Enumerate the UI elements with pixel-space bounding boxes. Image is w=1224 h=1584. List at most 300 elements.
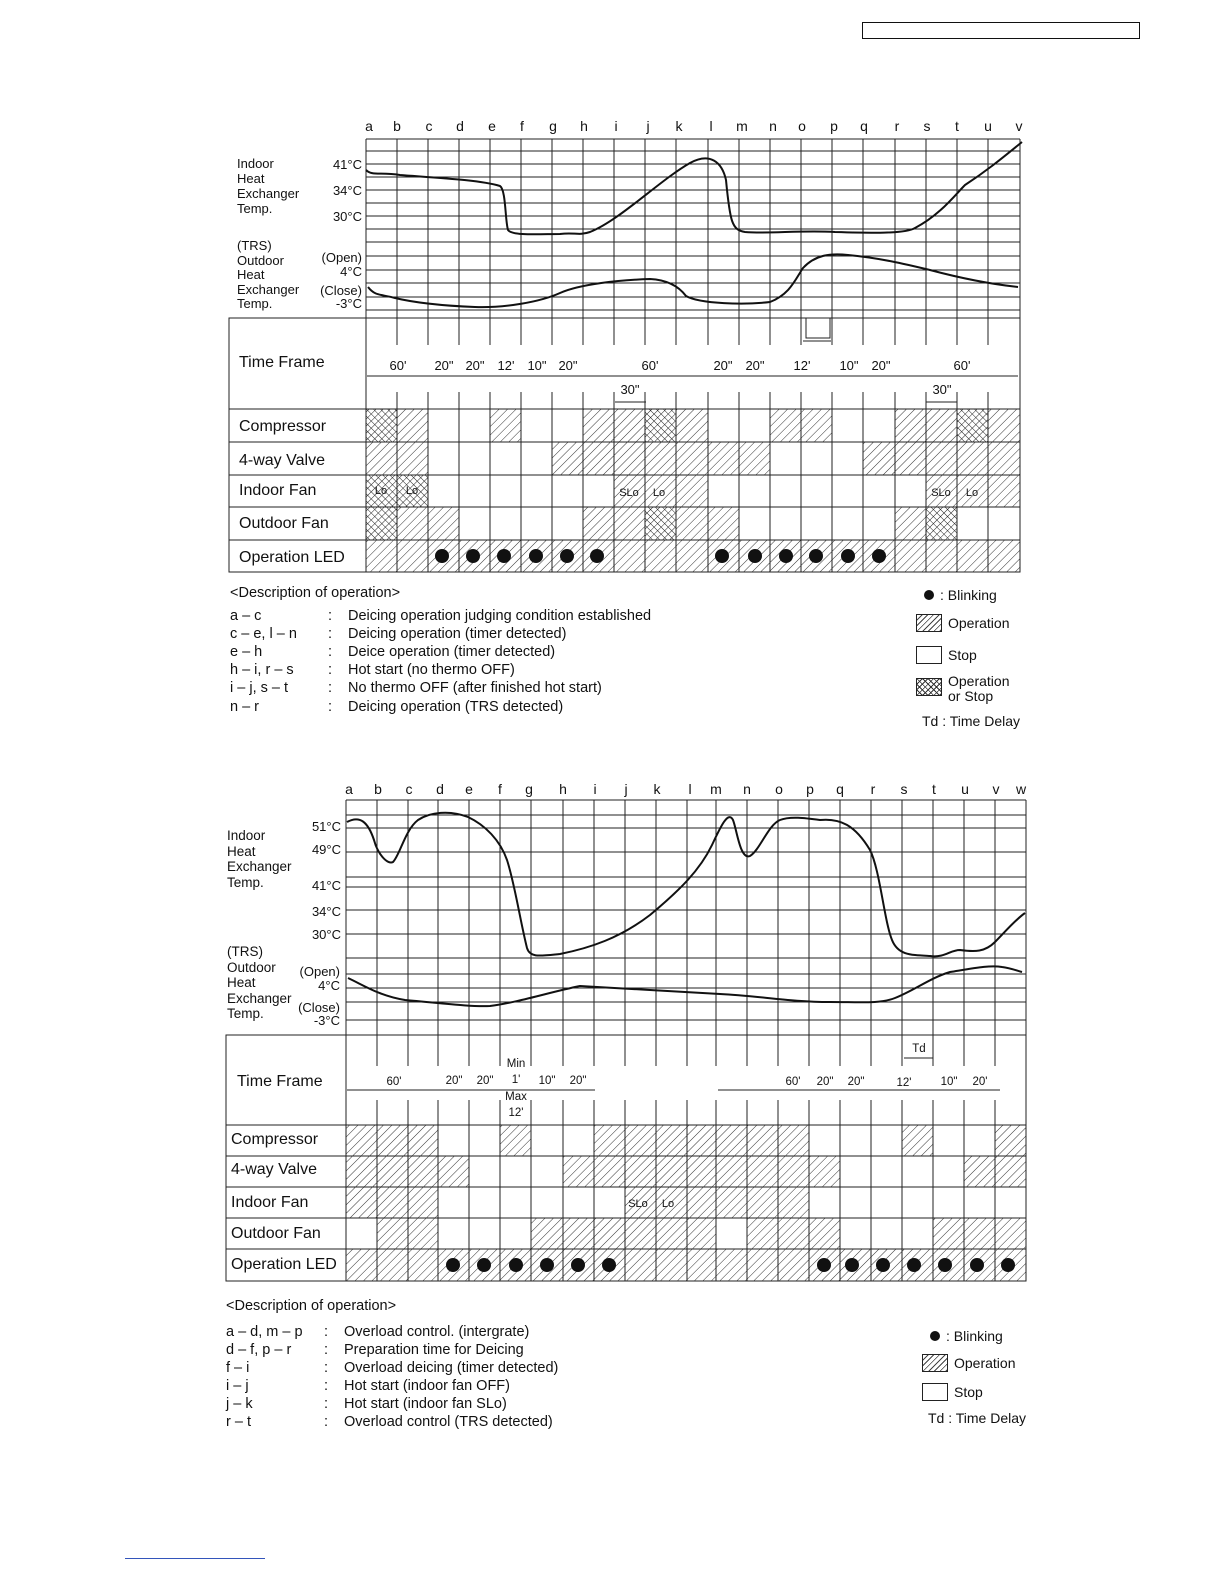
d1-row-operation-led: Operation LED bbox=[239, 549, 345, 566]
svg-text:20": 20" bbox=[847, 1076, 865, 1088]
d2-col: k bbox=[653, 781, 661, 797]
d1-col: q bbox=[860, 118, 868, 134]
svg-text:Indoor: Indoor bbox=[237, 156, 274, 171]
d1-desc-range: h – i, r – s bbox=[230, 662, 294, 678]
d1-cell bbox=[708, 507, 739, 540]
d2-col: l bbox=[688, 781, 692, 797]
svg-text:Outdoor: Outdoor bbox=[227, 960, 276, 975]
svg-text:34°C: 34°C bbox=[332, 183, 362, 198]
d1-col: n bbox=[769, 118, 777, 134]
d2-col: w bbox=[1015, 781, 1027, 797]
d1-col: r bbox=[894, 118, 900, 134]
d2-cell bbox=[687, 1187, 716, 1218]
d1-desc-text: No thermo OFF (after finished hot start) bbox=[348, 680, 602, 696]
svg-text:12': 12' bbox=[793, 358, 811, 373]
d2-desc-range: a – d, m – p bbox=[226, 1324, 303, 1340]
d2-outdoor-curve bbox=[348, 966, 1022, 1006]
d1-cell bbox=[895, 540, 926, 572]
d1-legend-td: Td : Time Delay bbox=[922, 713, 1021, 729]
d1-row-labels bbox=[239, 354, 345, 566]
d1-col: p bbox=[830, 118, 838, 134]
d2-led-blink-dot bbox=[1001, 1258, 1015, 1272]
d1-cell bbox=[397, 540, 428, 572]
d2-row-labels bbox=[231, 1073, 337, 1273]
d1-cell bbox=[645, 442, 676, 475]
svg-text:41°C: 41°C bbox=[332, 157, 362, 172]
d2-led-blink-dot bbox=[477, 1258, 491, 1272]
d1-desc-range: i – j, s – t bbox=[230, 680, 289, 696]
svg-text:(Close): (Close) bbox=[298, 1000, 340, 1015]
d1-cell bbox=[926, 540, 957, 572]
d2-cell bbox=[747, 1156, 778, 1187]
svg-text:20": 20" bbox=[476, 1075, 494, 1087]
d1-led-blink-dot bbox=[466, 549, 480, 563]
d1-col: g bbox=[549, 118, 557, 134]
d2-col: e bbox=[465, 781, 473, 797]
d1-desc-text: Deicing operation (TRS detected) bbox=[348, 699, 564, 715]
d2-row-time-frame: Time Frame bbox=[237, 1073, 323, 1090]
svg-text:-3°C: -3°C bbox=[313, 1013, 340, 1028]
d1-desc-range: n – r bbox=[230, 699, 260, 715]
d1-row-time-frame: Time Frame bbox=[239, 354, 325, 371]
d2-desc-range: f – i bbox=[226, 1360, 250, 1376]
d1-cell bbox=[614, 409, 645, 442]
d2-desc-range: d – f, p – r bbox=[226, 1342, 292, 1358]
d1-cell bbox=[583, 507, 614, 540]
d1-cell bbox=[895, 409, 926, 442]
svg-text:1': 1' bbox=[511, 1074, 521, 1086]
d1-col: v bbox=[1015, 118, 1023, 134]
svg-text:Exchanger: Exchanger bbox=[227, 991, 292, 1006]
d1-col: l bbox=[709, 118, 713, 134]
d2-cell bbox=[747, 1187, 778, 1218]
svg-text:Lo: Lo bbox=[661, 1198, 675, 1210]
d1-outdoor-curve bbox=[368, 254, 1018, 307]
svg-text:Lo: Lo bbox=[405, 485, 419, 497]
d1-row-4way-valve: 4-way Valve bbox=[239, 452, 325, 469]
d1-legend: : Blinking Operation Stop Operation or Stop Td : Time Delay bbox=[920, 585, 1060, 735]
d2-desc-title: <Description of operation> bbox=[226, 1298, 397, 1314]
d1-description: <Description of operation> a – c : Deicing operation judging condition established c – e, l – n : Deicing operation (timer detected) e – h : Deice operation (timer detected) h – i, r – s : Hot start (no thermo OFF) i – j, s – t : No thermo OFF (after finished hot start) n – r : Deicing operation (TRS detected) bbox=[230, 585, 652, 715]
svg-text:60': 60' bbox=[641, 358, 659, 373]
d2-cell bbox=[747, 1125, 778, 1156]
d1-col: a bbox=[365, 118, 373, 134]
d1-time-labels bbox=[390, 321, 971, 397]
d1-cell bbox=[739, 442, 770, 475]
d1-cell bbox=[614, 442, 645, 475]
d2-desc-range: i – j bbox=[226, 1378, 249, 1394]
d1-outdoor-temps bbox=[320, 250, 362, 311]
d1-cell bbox=[397, 507, 428, 540]
d2-cell bbox=[778, 1125, 809, 1156]
stop-swatch-icon bbox=[916, 646, 942, 664]
svg-text:20": 20" bbox=[465, 358, 485, 373]
d2-column-letters bbox=[345, 781, 1027, 797]
d2-cell bbox=[377, 1156, 408, 1187]
svg-text:30°C: 30°C bbox=[332, 209, 362, 224]
d1-cell bbox=[366, 442, 397, 475]
d1-cell bbox=[676, 507, 708, 540]
d2-row-operation-led: Operation LED bbox=[231, 1256, 337, 1273]
d2-cell bbox=[625, 1218, 656, 1249]
d1-cell bbox=[366, 540, 397, 572]
d2-legend: : Blinking Operation Stop Td : Time Delay bbox=[928, 1326, 1068, 1436]
d2-desc-text: Overload control (TRS detected) bbox=[344, 1414, 553, 1430]
op-or-stop-swatch-icon bbox=[916, 678, 942, 696]
svg-text:Exchanger: Exchanger bbox=[237, 186, 300, 201]
d1-cell bbox=[957, 409, 988, 442]
svg-text:20": 20" bbox=[713, 358, 733, 373]
diagram2-svg bbox=[0, 770, 1224, 1300]
d2-led-blink-dot bbox=[446, 1258, 460, 1272]
d2-col: a bbox=[345, 781, 353, 797]
d2-led-blink-dot bbox=[602, 1258, 616, 1272]
d1-led-blink-dot bbox=[809, 549, 823, 563]
d2-col: j bbox=[624, 781, 628, 797]
d1-col: i bbox=[614, 118, 618, 134]
d2-cell bbox=[778, 1218, 809, 1249]
svg-text:41°C: 41°C bbox=[311, 878, 341, 893]
operation-swatch-icon bbox=[922, 1354, 948, 1372]
svg-text:4°C: 4°C bbox=[318, 978, 340, 993]
d1-col: c bbox=[425, 118, 433, 134]
svg-text:10": 10" bbox=[839, 358, 859, 373]
d2-cell bbox=[377, 1187, 408, 1218]
d2-col: m bbox=[710, 781, 722, 797]
d2-col: r bbox=[870, 781, 876, 797]
d1-cell bbox=[397, 409, 428, 442]
d1-cell bbox=[366, 409, 397, 442]
svg-text:20": 20" bbox=[569, 1075, 587, 1087]
svg-text:Outdoor: Outdoor bbox=[237, 253, 284, 268]
d2-col: i bbox=[593, 781, 597, 797]
d2-led-blink-dot bbox=[938, 1258, 952, 1272]
d2-indoor-label bbox=[227, 828, 292, 890]
d2-led-blink-dot bbox=[876, 1258, 890, 1272]
d2-cell bbox=[625, 1156, 656, 1187]
d1-cell bbox=[770, 409, 801, 442]
d2-cell bbox=[346, 1125, 377, 1156]
svg-text:12': 12' bbox=[508, 1107, 524, 1119]
d1-cell bbox=[366, 507, 397, 540]
d2-cell bbox=[531, 1218, 563, 1249]
d2-col: d bbox=[436, 781, 444, 797]
d2-cell bbox=[408, 1249, 438, 1281]
d1-led-blink-dot bbox=[779, 549, 793, 563]
d2-col: v bbox=[992, 781, 1000, 797]
svg-text:20": 20" bbox=[745, 358, 765, 373]
d2-cell bbox=[594, 1156, 625, 1187]
d1-cell bbox=[676, 475, 708, 507]
d1-col: u bbox=[984, 118, 992, 134]
svg-text:(Close): (Close) bbox=[320, 283, 362, 298]
d2-description: <Description of operation> a – d, m – p : Overload control. (intergrate) d – f, p – r : Preparation time for Deicing f – i : Overload deicing (timer detected) i – j : Hot start (indoor fan OFF) j – k : Hot start (indoor fan SLo) r – t : Overload control (TRS detected) bbox=[226, 1298, 559, 1430]
d1-col: j bbox=[646, 118, 650, 134]
svg-text:10": 10" bbox=[527, 358, 547, 373]
d1-cell bbox=[988, 409, 1020, 442]
d1-led-blink-dot bbox=[560, 549, 574, 563]
d2-cell bbox=[377, 1218, 408, 1249]
d2-col: n bbox=[743, 781, 751, 797]
svg-text:4°C: 4°C bbox=[340, 264, 362, 279]
d2-desc-text: Overload control. (intergrate) bbox=[344, 1324, 530, 1340]
d1-cell bbox=[926, 409, 957, 442]
svg-text:10": 10" bbox=[538, 1075, 556, 1087]
d2-col: o bbox=[775, 781, 783, 797]
d2-cell bbox=[716, 1187, 747, 1218]
d2-cell bbox=[656, 1249, 687, 1281]
d2-cell bbox=[747, 1218, 778, 1249]
d1-outdoor-label bbox=[237, 238, 300, 311]
d2-cell bbox=[778, 1156, 809, 1187]
svg-text:60': 60' bbox=[953, 358, 971, 373]
svg-text:Max: Max bbox=[505, 1091, 527, 1103]
d1-cell bbox=[490, 409, 521, 442]
svg-text:60': 60' bbox=[386, 1076, 402, 1088]
d2-led-blink-dot bbox=[845, 1258, 859, 1272]
d1-col: e bbox=[488, 118, 496, 134]
d1-col: d bbox=[456, 118, 464, 134]
d1-indoor-temps bbox=[333, 157, 362, 224]
d2-cell bbox=[687, 1156, 716, 1187]
d2-cell bbox=[408, 1218, 438, 1249]
d1-desc-range: a – c bbox=[230, 608, 262, 624]
d2-cell bbox=[964, 1218, 995, 1249]
d2-row-indoor-fan: Indoor Fan bbox=[231, 1194, 309, 1211]
d2-cell bbox=[594, 1218, 625, 1249]
svg-text:12': 12' bbox=[497, 358, 515, 373]
svg-text:20': 20' bbox=[972, 1076, 988, 1088]
d1-cell bbox=[863, 442, 895, 475]
footer-line bbox=[125, 1558, 265, 1559]
d1-cell bbox=[801, 409, 832, 442]
d2-cell bbox=[408, 1187, 438, 1218]
svg-text:30": 30" bbox=[932, 382, 952, 397]
svg-text:Temp.: Temp. bbox=[237, 296, 273, 311]
svg-text:Temp.: Temp. bbox=[237, 201, 273, 216]
d2-col: c bbox=[405, 781, 413, 797]
d2-cell bbox=[687, 1125, 716, 1156]
d1-cell bbox=[645, 540, 676, 572]
d1-cell bbox=[614, 507, 645, 540]
svg-text:(TRS): (TRS) bbox=[237, 238, 272, 253]
d2-cell bbox=[716, 1156, 747, 1187]
d2-indoor-curve bbox=[347, 813, 1025, 957]
d2-graph-grid bbox=[346, 800, 1026, 1035]
d1-cell bbox=[895, 507, 926, 540]
svg-text:30°C: 30°C bbox=[311, 927, 341, 942]
svg-text:51°C: 51°C bbox=[311, 819, 341, 834]
d1-indoor-curve bbox=[366, 142, 1022, 234]
svg-text:20": 20" bbox=[434, 358, 454, 373]
d1-cell bbox=[988, 540, 1020, 572]
svg-text:60': 60' bbox=[389, 358, 407, 373]
d1-graph-grid bbox=[366, 139, 1020, 318]
svg-text:30": 30" bbox=[620, 382, 640, 397]
d2-cell bbox=[933, 1218, 964, 1249]
d1-cell bbox=[583, 442, 614, 475]
d2-cell bbox=[594, 1125, 625, 1156]
d2-led-blink-dot bbox=[540, 1258, 554, 1272]
d1-desc-range: e – h bbox=[230, 644, 263, 660]
d2-cell bbox=[687, 1249, 716, 1281]
svg-text:34°C: 34°C bbox=[311, 904, 341, 919]
svg-text:Lo: Lo bbox=[374, 485, 388, 497]
d1-col: f bbox=[520, 118, 524, 134]
d2-cell bbox=[656, 1218, 687, 1249]
d1-desc-text: Deicing operation (timer detected) bbox=[348, 626, 567, 642]
svg-text:Temp.: Temp. bbox=[227, 875, 264, 890]
svg-text:Temp.: Temp. bbox=[227, 1006, 264, 1021]
d1-cell bbox=[957, 442, 988, 475]
d1-led-blink-dot bbox=[497, 549, 511, 563]
d2-legend-td: Td : Time Delay bbox=[928, 1410, 1027, 1426]
d2-led-blink-dot bbox=[970, 1258, 984, 1272]
d2-table-cells bbox=[346, 1125, 1026, 1281]
d2-cell bbox=[716, 1125, 747, 1156]
d2-cell bbox=[747, 1249, 778, 1281]
d2-col: g bbox=[525, 781, 533, 797]
d1-cell bbox=[676, 442, 708, 475]
d2-cell bbox=[625, 1249, 656, 1281]
d2-cell bbox=[377, 1125, 408, 1156]
d2-cell bbox=[902, 1125, 933, 1156]
svg-text:10": 10" bbox=[940, 1076, 958, 1088]
svg-text:20": 20" bbox=[445, 1075, 463, 1087]
svg-text:Lo: Lo bbox=[652, 487, 666, 499]
d2-desc-text: Hot start (indoor fan OFF) bbox=[344, 1378, 510, 1394]
svg-text:Heat: Heat bbox=[237, 171, 265, 186]
d1-led-blink-dot bbox=[872, 549, 886, 563]
d1-desc-text: Deice operation (timer detected) bbox=[348, 644, 556, 660]
d2-cell bbox=[563, 1218, 594, 1249]
d1-led-blink-dot bbox=[435, 549, 449, 563]
d1-cell bbox=[645, 409, 676, 442]
d2-cell bbox=[346, 1249, 377, 1281]
d2-cell bbox=[408, 1125, 438, 1156]
d1-column-letters bbox=[365, 118, 1022, 134]
svg-text:SLo: SLo bbox=[628, 1198, 648, 1210]
d1-led-blink-dot bbox=[590, 549, 604, 563]
d1-led-blink-dot bbox=[841, 549, 855, 563]
d1-desc-text: Hot start (no thermo OFF) bbox=[348, 662, 515, 678]
svg-text:Heat: Heat bbox=[237, 267, 265, 282]
svg-text:12': 12' bbox=[896, 1077, 912, 1089]
d1-cell bbox=[397, 442, 428, 475]
d2-row-outdoor-fan: Outdoor Fan bbox=[231, 1225, 321, 1242]
d1-row-outdoor-fan: Outdoor Fan bbox=[239, 515, 329, 532]
d1-led-blink-dot bbox=[748, 549, 762, 563]
d2-cell bbox=[995, 1156, 1026, 1187]
d1-cell bbox=[926, 442, 957, 475]
d2-cell bbox=[346, 1156, 377, 1187]
d2-cell bbox=[438, 1156, 469, 1187]
d2-cell bbox=[625, 1125, 656, 1156]
d2-outdoor-label bbox=[227, 944, 292, 1021]
d2-cell bbox=[563, 1156, 594, 1187]
d2-col: q bbox=[836, 781, 844, 797]
d1-led-blink-dot bbox=[715, 549, 729, 563]
svg-text:Exchanger: Exchanger bbox=[237, 282, 300, 297]
svg-text:-3°C: -3°C bbox=[335, 296, 362, 311]
operation-swatch-icon bbox=[916, 614, 942, 632]
d1-cell bbox=[988, 442, 1020, 475]
d2-col: s bbox=[900, 781, 908, 797]
d2-led-blink-dot bbox=[817, 1258, 831, 1272]
d1-col: s bbox=[923, 118, 931, 134]
d2-cell bbox=[995, 1125, 1026, 1156]
svg-text:Heat: Heat bbox=[227, 844, 256, 859]
d1-desc-range: c – e, l – n bbox=[230, 626, 297, 642]
d1-cell bbox=[988, 475, 1020, 507]
d1-col: o bbox=[798, 118, 806, 134]
d1-cell bbox=[583, 409, 614, 442]
d1-col: b bbox=[393, 118, 401, 134]
d1-table-cells bbox=[366, 409, 1020, 572]
d1-led-blink-dot bbox=[529, 549, 543, 563]
d2-cell bbox=[346, 1187, 377, 1218]
svg-text:20": 20" bbox=[871, 358, 891, 373]
d2-cell bbox=[809, 1218, 840, 1249]
svg-text:Heat: Heat bbox=[227, 975, 256, 990]
d2-cell bbox=[809, 1156, 840, 1187]
d2-outdoor-temps bbox=[298, 964, 340, 1028]
d2-col: u bbox=[961, 781, 969, 797]
d2-led-blink-dot bbox=[907, 1258, 921, 1272]
d1-row-compressor: Compressor bbox=[239, 418, 327, 435]
d2-cell bbox=[377, 1249, 408, 1281]
svg-text:49°C: 49°C bbox=[311, 842, 341, 857]
d1-cell bbox=[676, 540, 708, 572]
d1-cell bbox=[614, 540, 645, 572]
d2-cell bbox=[964, 1156, 995, 1187]
d2-col: f bbox=[498, 781, 502, 797]
d2-desc-range: j – k bbox=[226, 1396, 253, 1412]
d2-led-blink-dot bbox=[509, 1258, 523, 1272]
d2-desc-text: Overload deicing (timer detected) bbox=[344, 1360, 559, 1376]
d1-desc-title: <Description of operation> bbox=[230, 585, 401, 601]
d2-cell bbox=[408, 1156, 438, 1187]
d1-cell bbox=[428, 507, 459, 540]
d2-cell bbox=[995, 1218, 1026, 1249]
svg-text:(TRS): (TRS) bbox=[227, 944, 263, 959]
d1-cell bbox=[552, 442, 583, 475]
d1-cell bbox=[676, 409, 708, 442]
d2-cell bbox=[778, 1249, 809, 1281]
d2-indoor-temps bbox=[312, 819, 341, 942]
d1-col: h bbox=[580, 118, 588, 134]
svg-text:20": 20" bbox=[816, 1076, 834, 1088]
d1-indoor-label bbox=[237, 156, 300, 216]
d2-col: h bbox=[559, 781, 567, 797]
d1-cell bbox=[957, 540, 988, 572]
blinking-dot-icon bbox=[930, 1331, 940, 1341]
d2-col: b bbox=[374, 781, 382, 797]
stop-swatch-icon bbox=[922, 1383, 948, 1401]
d2-cell bbox=[656, 1156, 687, 1187]
d1-row-indoor-fan: Indoor Fan bbox=[239, 482, 317, 499]
svg-text:20": 20" bbox=[558, 358, 578, 373]
svg-text:Min: Min bbox=[506, 1058, 526, 1070]
blinking-dot-icon bbox=[924, 590, 934, 600]
d2-led-blink-dot bbox=[571, 1258, 585, 1272]
d1-cell bbox=[926, 507, 957, 540]
svg-text:Exchanger: Exchanger bbox=[227, 859, 292, 874]
d1-col: t bbox=[955, 118, 959, 134]
d2-row-4way-valve: 4-way Valve bbox=[231, 1161, 317, 1178]
svg-text:(Open): (Open) bbox=[299, 964, 340, 979]
d1-cell bbox=[895, 442, 926, 475]
